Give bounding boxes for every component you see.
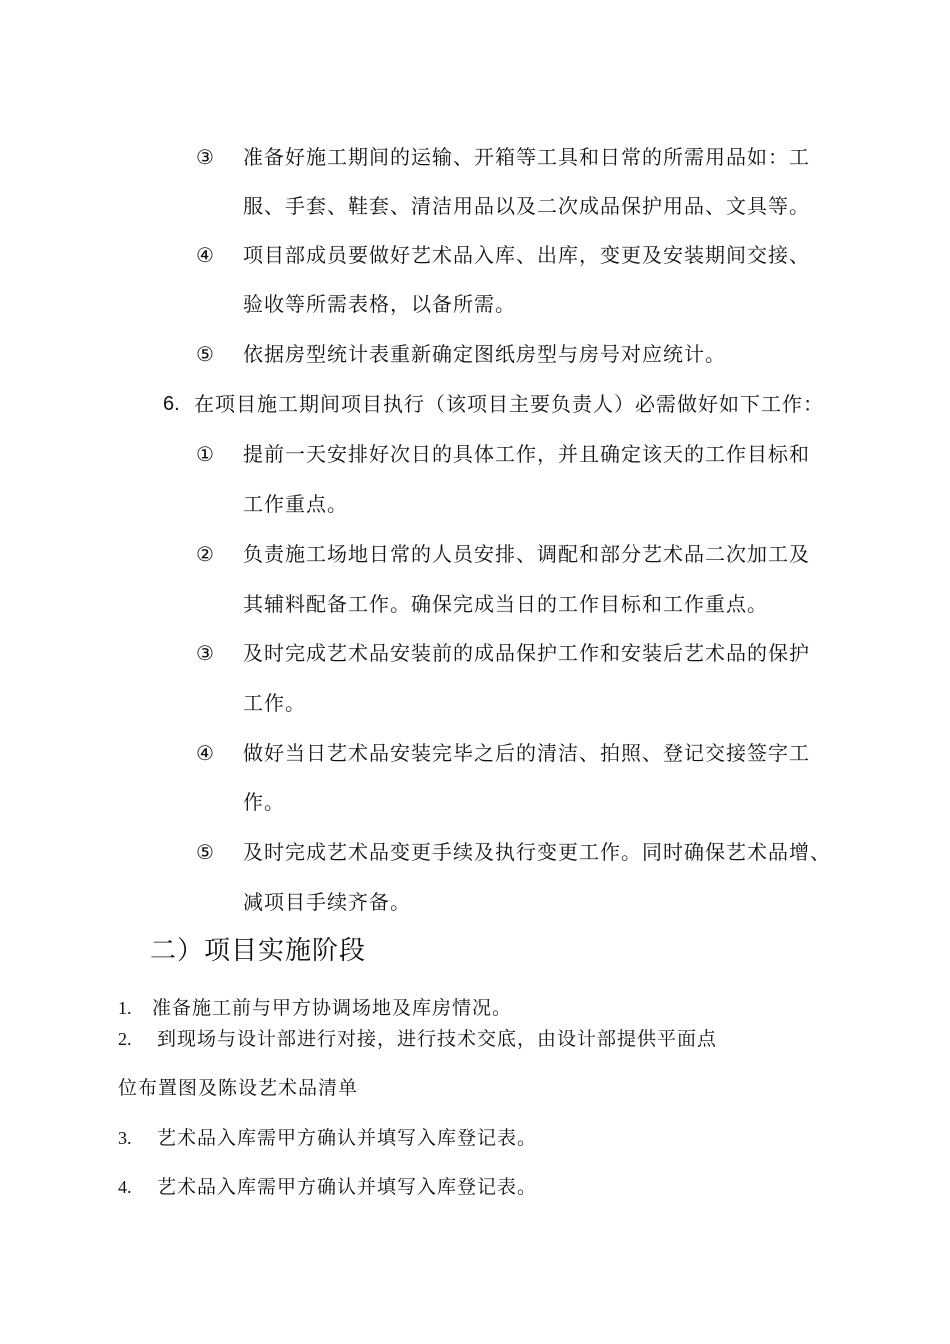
- item-marker: ③: [196, 641, 214, 665]
- list-item-text: 艺术品入库需甲方确认并填写入库登记表。: [157, 1176, 538, 1198]
- list-item-text: 准备施工前与甲方协调场地及库房情况。: [152, 997, 513, 1019]
- item-text-line: 减项目手续齐备。: [243, 890, 411, 914]
- item-text-line: 负责施工场地日常的人员安排、调配和部分艺术品二次加工及: [243, 542, 810, 566]
- list-item-text: 到现场与设计部进行对接，进行技术交底，由设计部提供平面点: [157, 1028, 718, 1050]
- item-text-line: 依据房型统计表重新确定图纸房型与房号对应统计。: [243, 342, 726, 366]
- item-text-line: 作。: [243, 790, 285, 814]
- item-text-line: 提前一天安排好次日的具体工作，并且确定该天的工作目标和: [243, 442, 810, 466]
- item-text-line: 及时完成艺术品变更手续及执行变更工作。同时确保艺术品增、: [243, 840, 831, 864]
- list-number: 4.: [118, 1177, 132, 1197]
- item-text-line: 做好当日艺术品安装完毕之后的清洁、拍照、登记交接签字工: [243, 741, 810, 765]
- list-item-continuation: 位布置图及陈设艺术品清单: [118, 1077, 359, 1099]
- item-marker: ⑤: [196, 342, 214, 366]
- item-marker: ④: [196, 741, 214, 765]
- list-number: 3.: [118, 1128, 132, 1148]
- item-text-line: 工作。: [243, 691, 306, 715]
- item-marker: ①: [196, 442, 214, 466]
- item-marker: ⑤: [196, 840, 214, 864]
- item-marker: ④: [196, 243, 214, 267]
- item-text-line: 验收等所需表格，以备所需。: [243, 292, 516, 316]
- item-text-line: 服、手套、鞋套、清洁用品以及二次成品保护用品、文具等。: [243, 194, 810, 218]
- section-heading: 二）项目实施阶段: [150, 936, 367, 966]
- item-text-line: 及时完成艺术品安装前的成品保护工作和安装后艺术品的保护: [243, 641, 810, 665]
- list-number: 1.: [118, 998, 132, 1018]
- section-title: 在项目施工期间项目执行（该项目主要负责人）必需做好如下工作：: [194, 392, 824, 416]
- list-number: 2.: [118, 1029, 132, 1049]
- item-text-line: 项目部成员要做好艺术品入库、出库，变更及安装期间交接、: [243, 243, 810, 267]
- section-number: 6.: [163, 393, 180, 415]
- item-marker: ③: [196, 145, 214, 169]
- item-text-line: 工作重点。: [243, 492, 348, 516]
- list-item-text: 艺术品入库需甲方确认并填写入库登记表。: [157, 1127, 538, 1149]
- item-marker: ②: [196, 542, 214, 566]
- item-text-line: 准备好施工期间的运输、开箱等工具和日常的所需用品如：工: [243, 145, 810, 169]
- item-text-line: 其辅料配备工作。确保完成当日的工作目标和工作重点。: [243, 592, 768, 616]
